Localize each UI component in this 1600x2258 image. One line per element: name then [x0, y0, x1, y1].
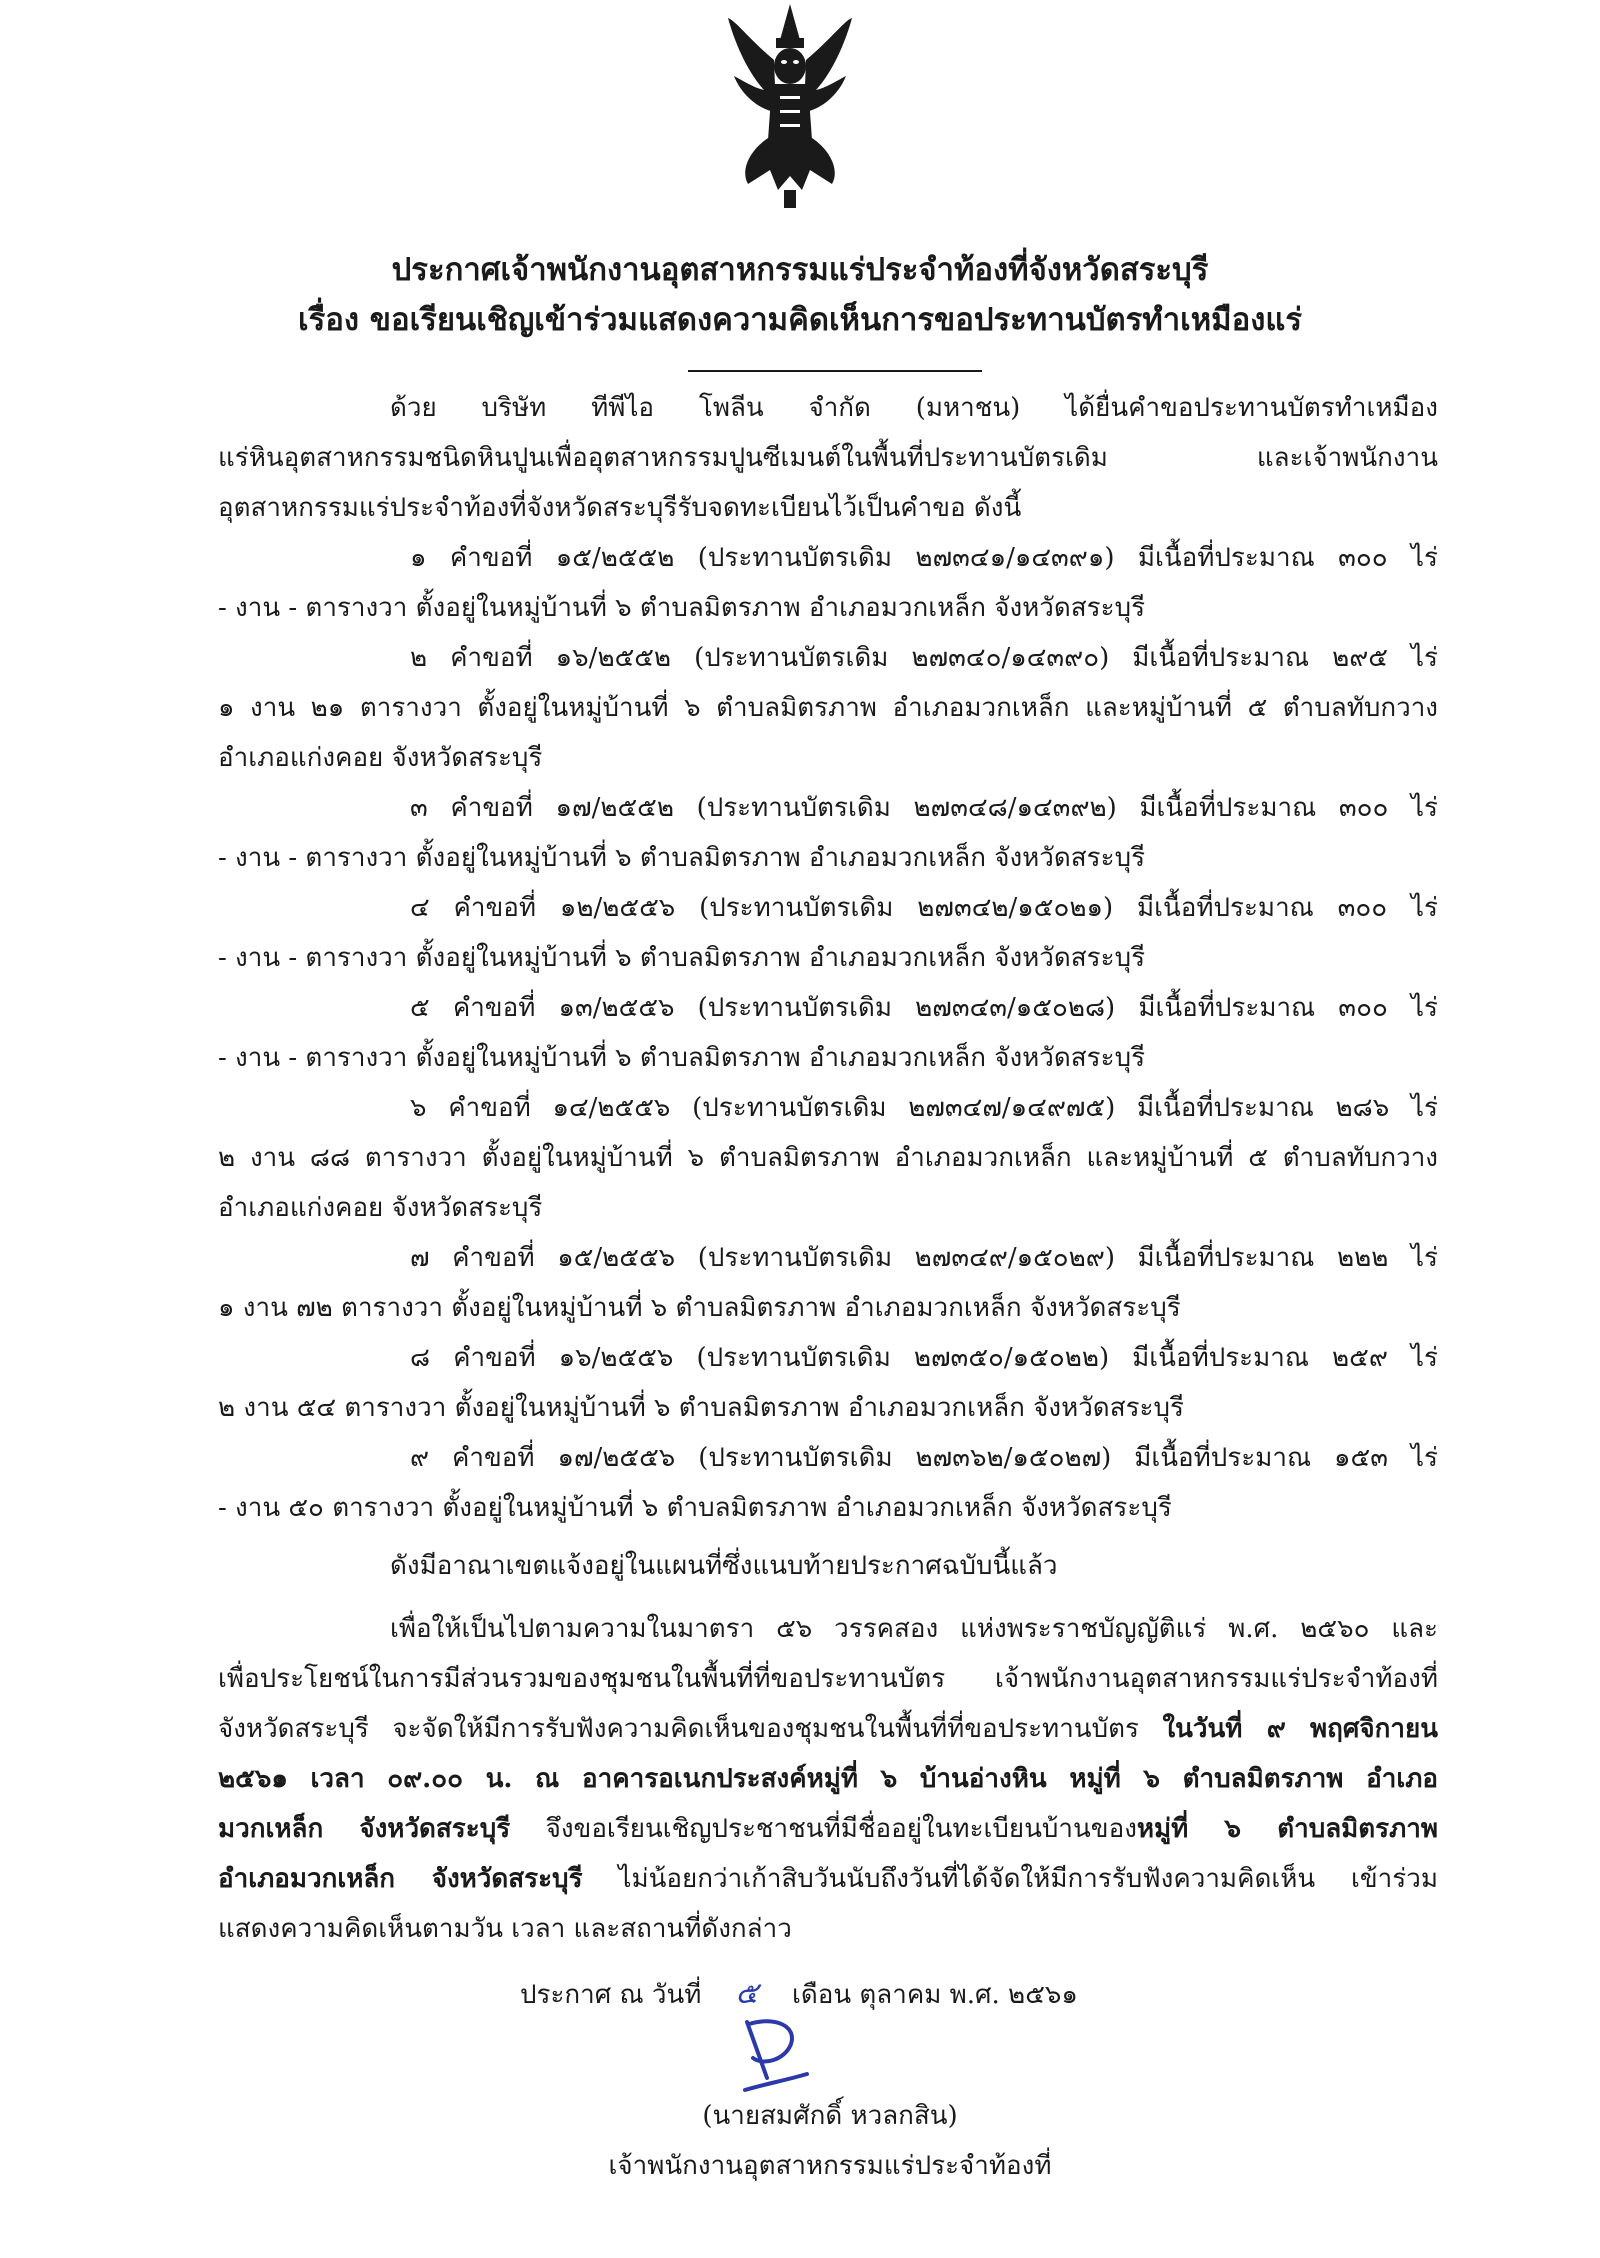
- request-item-2-detail: ๑ งาน ๒๑ ตารางวา ตั้งอยู่ในหมู่บ้านที่ ๖ ตำบลมิตรภาพ อำเภอมวกเหล็ก และหมู่บ้านที่ ๕ ตำบลทับกวาง: [218, 693, 1438, 723]
- hearing-village: หมู่ที่ ๖ ตำบลมิตรภาพ: [1136, 1814, 1438, 1844]
- request-item-4: ๔ คำขอที่ ๑๒/๒๕๕๖ (ประทานบัตรเดิม ๒๗๓๔๒/๑๕๐๒๑) มีเนื้อที่ประมาณ ๓๐๐ ไร่: [410, 893, 1438, 923]
- map-note: ดังมีอาณาเขตแจ้งอยู่ในแผนที่ซึ่งแนบท้ายประกาศฉบับนี้แล้ว: [390, 1551, 1058, 1581]
- request-item-5: ๕ คำขอที่ ๑๓/๒๕๕๖ (ประทานบัตรเดิม ๒๗๓๔๓/๑๕๐๒๘) มีเนื้อที่ประมาณ ๓๐๐ ไร่: [410, 993, 1438, 1023]
- request-item-8-detail: ๒ งาน ๕๔ ตารางวา ตั้งอยู่ในหมู่บ้านที่ ๖ ตำบลมิตรภาพ อำเภอมวกเหล็ก จังหวัดสระบุรี: [218, 1393, 1184, 1423]
- request-item-2-detail: อำเภอแก่งคอย จังหวัดสระบุรี: [218, 743, 543, 773]
- signer-name: (นายสมศักดิ์ หวลกสิน): [702, 2101, 958, 2131]
- garuda-emblem-icon: [720, 0, 860, 215]
- hearing-text: จังหวัดสระบุรี จะจัดให้มีการรับฟังความคิดเห็นของชุมชนในพื้นที่ที่ขอประทานบัตร: [218, 1714, 1139, 1744]
- request-item-5-detail: - งาน - ตารางวา ตั้งอยู่ในหมู่บ้านที่ ๖ ตำบลมิตรภาพ อำเภอมวกเหล็ก จังหวัดสระบุรี: [218, 1043, 1146, 1073]
- date-prefix: ประกาศ ณ วันที่: [520, 1980, 702, 2010]
- intro-line: ด้วย บริษัท ทีพีไอ โพลีน จำกัด (มหาชน) ได้ยื่นคำขอประทานบัตรทำเหมือง: [390, 393, 1438, 423]
- hearing-paragraph-line: [218, 1758, 1438, 1799]
- hearing-paragraph-line: [218, 1858, 1438, 1899]
- intro-line: อุตสาหกรรมแร่ประจำท้องที่จังหวัดสระบุรีรับจดทะเบียนไว้เป็นคำขอ ดังนี้: [218, 493, 1022, 523]
- hearing-paragraph-line: [218, 1808, 1438, 1849]
- request-item-6: ๖ คำขอที่ ๑๔/๒๕๕๖ (ประทานบัตรเดิม ๒๗๓๔๗/๑๔๙๗๕) มีเนื้อที่ประมาณ ๒๘๖ ไร่: [410, 1093, 1438, 1123]
- hearing-text: ไม่น้อยกว่าเก้าสิบวันนับถึงวันที่ได้จัดให้มีการรับฟังความคิดเห็น เข้าร่วม: [618, 1864, 1438, 1894]
- request-item-7-detail: ๑ งาน ๗๒ ตารางวา ตั้งอยู่ในหมู่บ้านที่ ๖ ตำบลมิตรภาพ อำเภอมวกเหล็ก จังหวัดสระบุรี: [218, 1293, 1181, 1323]
- request-item-2: ๒ คำขอที่ ๑๖/๒๕๕๒ (ประทานบัตรเดิม ๒๗๓๔๐/๑๔๓๙๐) มีเนื้อที่ประมาณ ๒๙๕ ไร่: [410, 643, 1438, 673]
- request-item-3-detail: - งาน - ตารางวา ตั้งอยู่ในหมู่บ้านที่ ๖ ตำบลมิตรภาพ อำเภอมวกเหล็ก จังหวัดสระบุรี: [218, 843, 1146, 873]
- signature-icon: [735, 2008, 815, 2098]
- request-item-9-detail: - งาน ๕๐ ตารางวา ตั้งอยู่ในหมู่บ้านที่ ๖ ตำบลมิตรภาพ อำเภอมวกเหล็ก จังหวัดสระบุรี: [218, 1493, 1172, 1523]
- request-item-8: ๘ คำขอที่ ๑๖/๒๕๕๖ (ประทานบัตรเดิม ๒๗๓๕๐/๑๕๐๒๒) มีเนื้อที่ประมาณ ๒๕๙ ไร่: [410, 1343, 1438, 1373]
- hearing-paragraph-line: เพื่อประโยชน์ในการมีส่วนรวมของชุมชนในพื้นที่ที่ขอประทานบัตร เจ้าพนักงานอุตสาหกรรมแร่ประจำท้องที่: [218, 1664, 1438, 1694]
- hearing-time-place: ๒๕๖๑ เวลา ๐๙.๐๐ น. ณ อาคารอเนกประสงค์หมู่ที่ ๖ บ้านอ่างหิน หมู่ที่ ๖ ตำบลมิตรภาพ อำเภอ: [218, 1764, 1438, 1794]
- announcement-subject: เรื่อง ขอเรียนเชิญเข้าร่วมแสดงความคิดเห็นการขอประทานบัตรทำเหมืองแร่: [298, 302, 1302, 338]
- date-day-handwritten: ๕: [735, 1976, 759, 2011]
- request-item-9: ๙ คำขอที่ ๑๗/๒๕๕๖ (ประทานบัตรเดิม ๒๗๓๖๒/๑๕๐๒๗) มีเนื้อที่ประมาณ ๑๕๓ ไร่: [410, 1443, 1438, 1473]
- hearing-paragraph-line: [218, 1708, 1438, 1749]
- date-suffix: เดือน ตุลาคม พ.ศ. ๒๕๖๑: [791, 1980, 1078, 2010]
- request-item-4-detail: - งาน - ตารางวา ตั้งอยู่ในหมู่บ้านที่ ๖ ตำบลมิตรภาพ อำเภอมวกเหล็ก จังหวัดสระบุรี: [218, 943, 1146, 973]
- title-divider: [688, 370, 982, 372]
- request-item-6-detail: อำเภอแก่งคอย จังหวัดสระบุรี: [218, 1193, 543, 1223]
- request-item-3: ๓ คำขอที่ ๑๗/๒๕๕๒ (ประทานบัตรเดิม ๒๗๓๔๘/๑๔๓๙๒) มีเนื้อที่ประมาณ ๓๐๐ ไร่: [410, 793, 1438, 823]
- request-item-6-detail: ๒ งาน ๘๘ ตารางวา ตั้งอยู่ในหมู่บ้านที่ ๖ ตำบลมิตรภาพ อำเภอมวกเหล็ก และหมู่บ้านที่ ๕ ตำบลทับกวาง: [218, 1143, 1438, 1173]
- hearing-text: จึงขอเรียนเชิญประชาชนที่มีชื่ออยู่ในทะเบียนบ้านของ: [545, 1814, 1137, 1844]
- intro-line: แร่หินอุตสาหกรรมชนิดหินปูนเพื่ออุตสาหกรรมปูนซีเมนต์ในพื้นที่ประทานบัตรเดิม และเจ้าพนักงาน: [218, 443, 1438, 473]
- announcement-date: [520, 1970, 1420, 2017]
- request-item-1-detail: - งาน - ตารางวา ตั้งอยู่ในหมู่บ้านที่ ๖ ตำบลมิตรภาพ อำเภอมวกเหล็ก จังหวัดสระบุรี: [218, 593, 1146, 623]
- signer-position: เจ้าพนักงานอุตสาหกรรมแร่ประจำท้องที่: [608, 2151, 1052, 2181]
- hearing-paragraph-line: แสดงความคิดเห็นตามวัน เวลา และสถานที่ดังกล่าว: [218, 1914, 792, 1944]
- request-item-1: ๑ คำขอที่ ๑๕/๒๕๕๒ (ประทานบัตรเดิม ๒๗๓๔๑/๑๔๓๙๑) มีเนื้อที่ประมาณ ๓๐๐ ไร่: [410, 543, 1438, 573]
- request-item-7: ๗ คำขอที่ ๑๕/๒๕๕๖ (ประทานบัตรเดิม ๒๗๓๔๙/๑๕๐๒๙) มีเนื้อที่ประมาณ ๒๒๒ ไร่: [410, 1243, 1438, 1273]
- hearing-paragraph-line: เพื่อให้เป็นไปตามความในมาตรา ๕๖ วรรคสอง แห่งพระราชบัญญัติแร่ พ.ศ. ๒๕๖๐ และ: [390, 1614, 1438, 1644]
- announcement-title: ประกาศเจ้าพนักงานอุตสาหกรรมแร่ประจำท้องที่จังหวัดสระบุรี: [391, 252, 1209, 288]
- hearing-date: ในวันที่ ๙ พฤศจิกายน: [1162, 1714, 1438, 1744]
- hearing-district: อำเภอมวกเหล็ก จังหวัดสระบุรี: [218, 1864, 583, 1894]
- hearing-place: มวกเหล็ก จังหวัดสระบุรี: [218, 1814, 511, 1844]
